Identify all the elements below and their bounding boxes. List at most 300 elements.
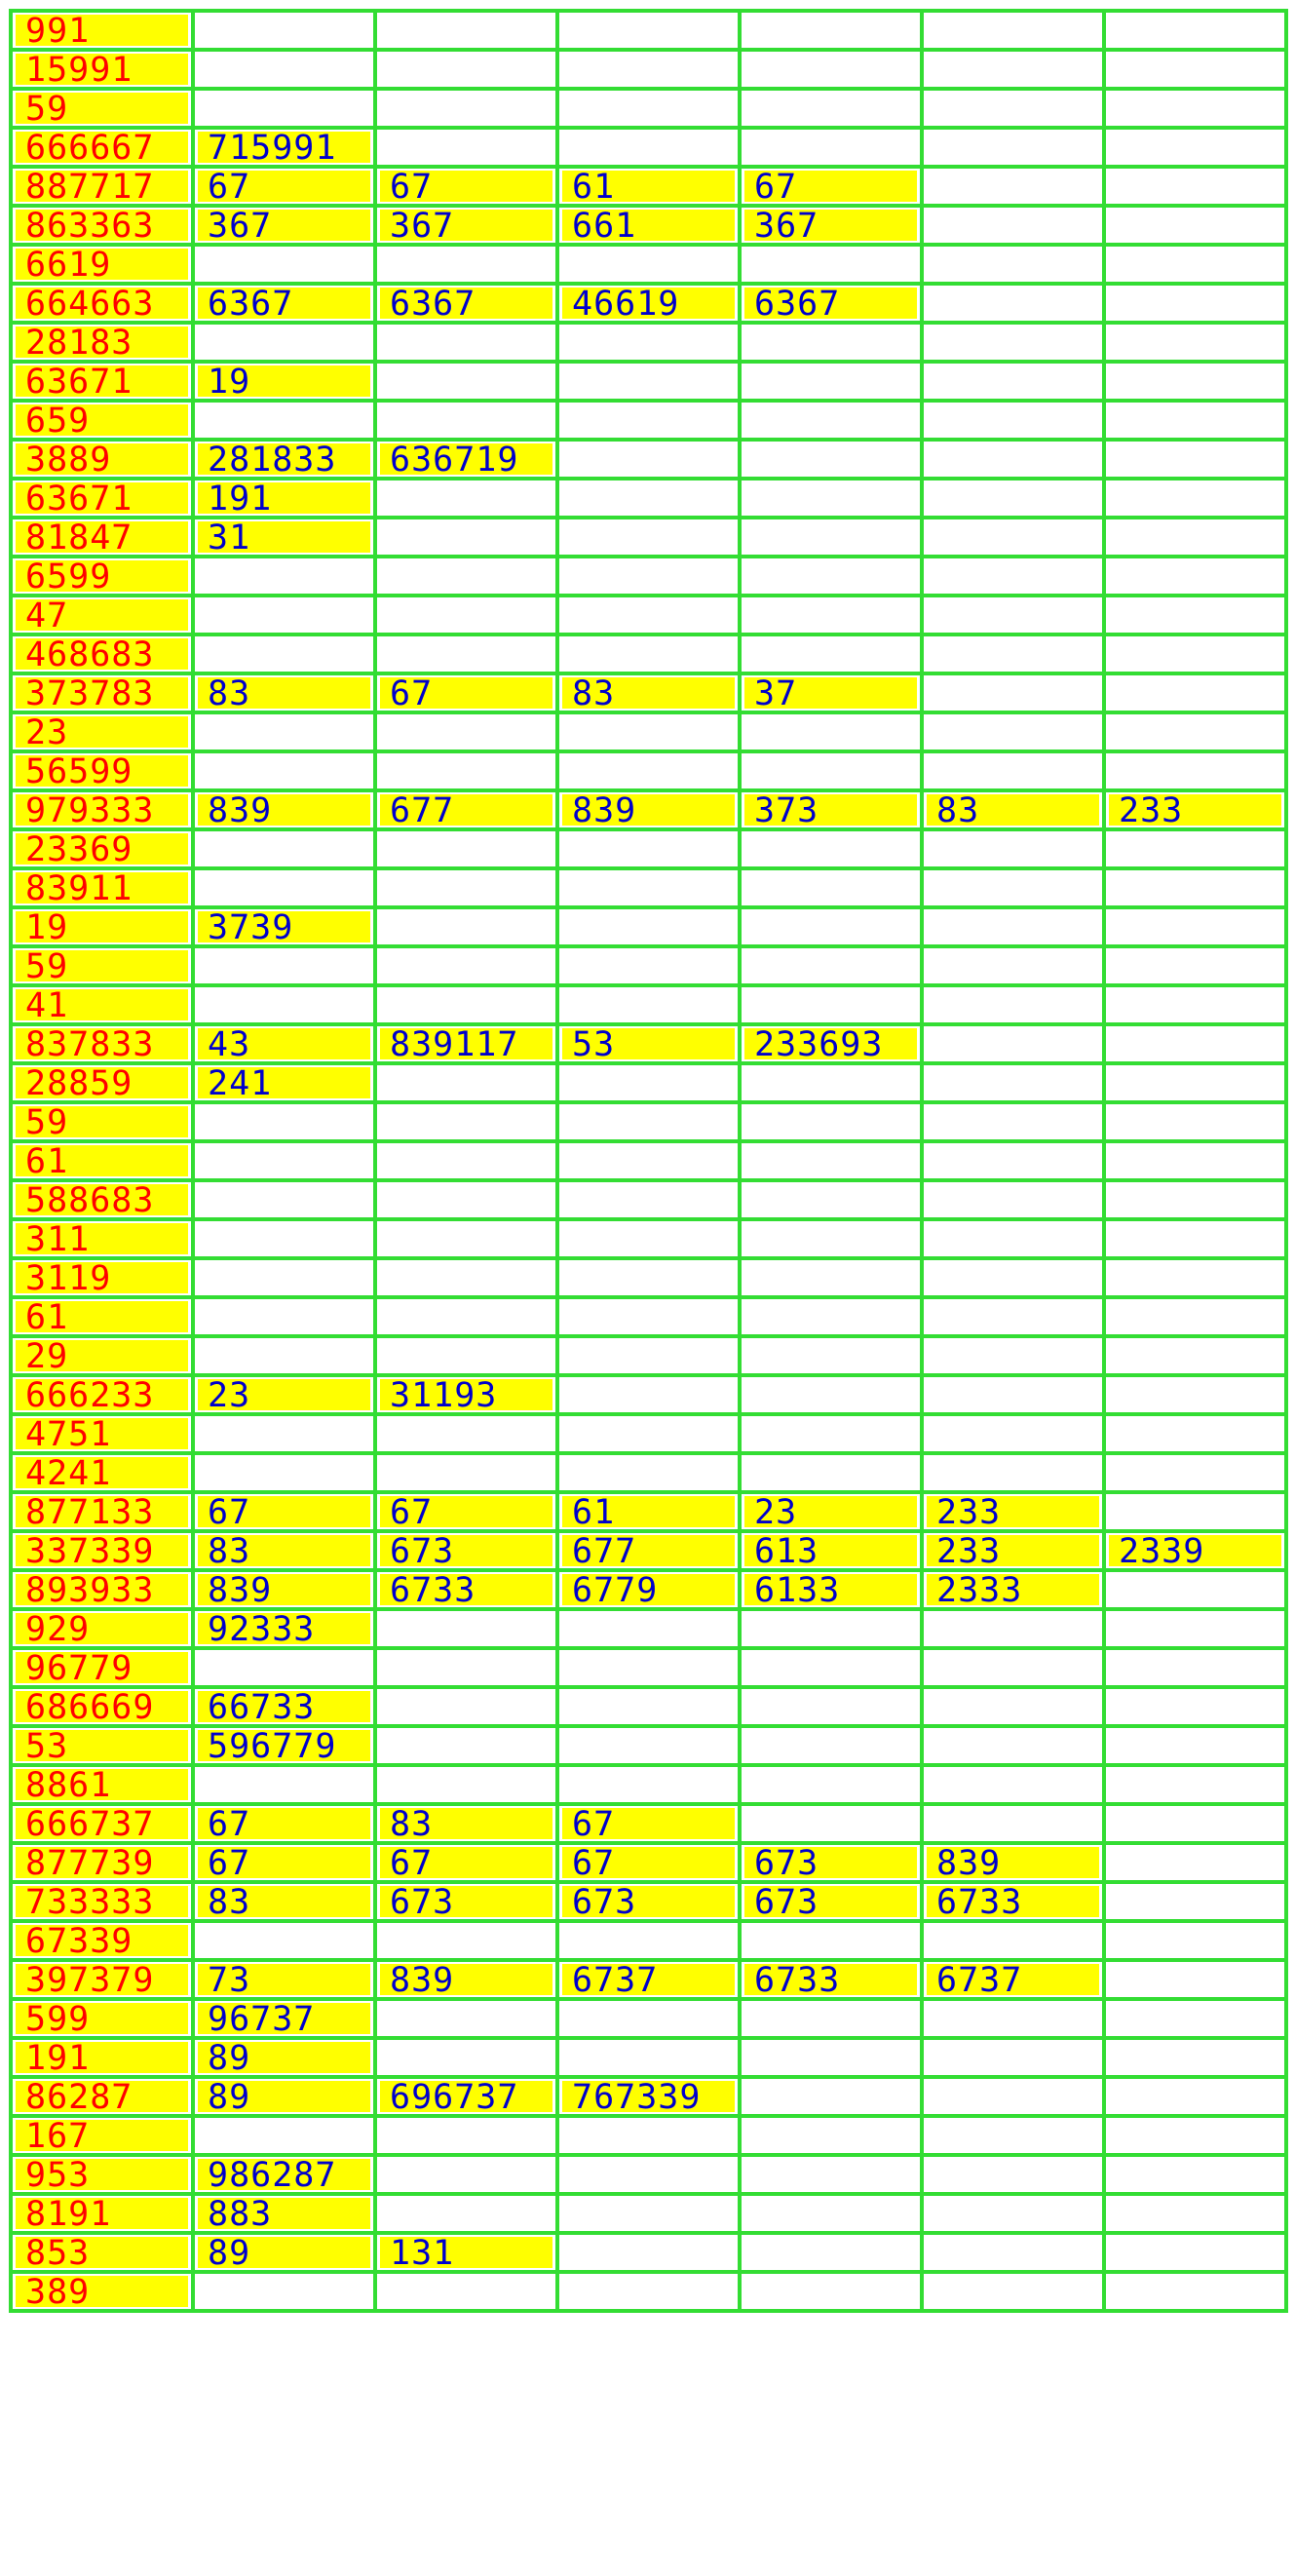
value-cell bbox=[557, 1336, 740, 1375]
value-cell bbox=[193, 1570, 375, 1609]
row-head-cell bbox=[11, 2077, 193, 2116]
value-cell bbox=[1104, 1219, 1286, 1258]
empty-slot bbox=[744, 2003, 917, 2034]
value-cell bbox=[740, 868, 922, 907]
value-cell bbox=[193, 1999, 375, 2038]
value-label: 131 bbox=[380, 2237, 552, 2268]
value-cell bbox=[1104, 634, 1286, 673]
value-cell bbox=[193, 362, 375, 401]
value-cell bbox=[1104, 712, 1286, 751]
grid-row bbox=[11, 206, 1286, 245]
empty-slot bbox=[380, 132, 552, 163]
row-head-cell bbox=[11, 2155, 193, 2194]
row-head-cell bbox=[11, 1297, 193, 1336]
row-head-cell bbox=[11, 362, 193, 401]
empty-slot bbox=[198, 2120, 370, 2151]
empty-slot bbox=[380, 2042, 552, 2073]
row-head-label: 666737 bbox=[16, 1808, 188, 1839]
value-cell bbox=[375, 868, 557, 907]
value-label: 43 bbox=[198, 1028, 370, 1059]
value-cell bbox=[193, 1882, 375, 1921]
value-cell bbox=[922, 712, 1104, 751]
value-cell bbox=[1104, 868, 1286, 907]
empty-slot bbox=[562, 638, 735, 670]
value-cell bbox=[740, 2116, 922, 2155]
value-cell bbox=[375, 284, 557, 323]
empty-slot bbox=[198, 1418, 370, 1449]
value-cell bbox=[922, 50, 1104, 89]
value-cell bbox=[557, 1687, 740, 1726]
row-head-label: 337339 bbox=[16, 1535, 188, 1566]
empty-slot bbox=[1109, 1808, 1281, 1839]
value-cell bbox=[557, 1765, 740, 1804]
empty-slot bbox=[1109, 1301, 1281, 1332]
value-cell bbox=[557, 89, 740, 128]
row-head-label: 47 bbox=[16, 599, 188, 631]
empty-slot bbox=[380, 833, 552, 865]
grid-row bbox=[11, 1921, 1286, 1960]
value-label: 241 bbox=[198, 1067, 370, 1098]
value-cell bbox=[375, 1180, 557, 1219]
value-cell bbox=[922, 985, 1104, 1024]
value-cell bbox=[375, 907, 557, 946]
empty-slot bbox=[744, 15, 917, 46]
value-cell bbox=[1104, 89, 1286, 128]
value-cell bbox=[922, 518, 1104, 557]
empty-slot bbox=[380, 1457, 552, 1488]
empty-slot bbox=[1109, 872, 1281, 904]
grid-row bbox=[11, 2038, 1286, 2077]
row-head-cell bbox=[11, 323, 193, 362]
grid-row bbox=[11, 1765, 1286, 1804]
value-cell bbox=[922, 440, 1104, 479]
value-cell bbox=[375, 2272, 557, 2311]
value-cell bbox=[740, 2272, 922, 2311]
grid-row bbox=[11, 2272, 1286, 2311]
grid-row bbox=[11, 1882, 1286, 1921]
value-label: 67 bbox=[562, 1808, 735, 1839]
value-cell bbox=[922, 751, 1104, 790]
value-cell bbox=[375, 1141, 557, 1180]
empty-slot bbox=[927, 2042, 1099, 2073]
value-label: 83 bbox=[380, 1808, 552, 1839]
value-cell bbox=[193, 1687, 375, 1726]
value-cell bbox=[1104, 362, 1286, 401]
value-cell bbox=[740, 284, 922, 323]
value-cell bbox=[1104, 751, 1286, 790]
value-cell bbox=[740, 1219, 922, 1258]
empty-slot bbox=[1109, 1691, 1281, 1722]
value-cell bbox=[193, 907, 375, 946]
empty-slot bbox=[380, 1184, 552, 1215]
empty-slot bbox=[927, 1184, 1099, 1215]
row-head-label: 953 bbox=[16, 2159, 188, 2190]
row-head-cell bbox=[11, 557, 193, 596]
empty-slot bbox=[927, 1145, 1099, 1176]
value-cell bbox=[557, 1258, 740, 1297]
empty-slot bbox=[562, 2237, 735, 2268]
empty-slot bbox=[198, 1457, 370, 1488]
empty-slot bbox=[1109, 15, 1281, 46]
value-label: 67 bbox=[380, 1847, 552, 1878]
grid-row bbox=[11, 1804, 1286, 1843]
value-label: 6737 bbox=[927, 1964, 1099, 1995]
value-cell bbox=[557, 1297, 740, 1336]
row-head-label: 8861 bbox=[16, 1769, 188, 1800]
empty-slot bbox=[562, 1379, 735, 1410]
empty-slot bbox=[1109, 54, 1281, 85]
empty-slot bbox=[380, 15, 552, 46]
empty-slot bbox=[927, 1925, 1099, 1956]
row-head-label: 15991 bbox=[16, 54, 188, 85]
value-cell bbox=[557, 1102, 740, 1141]
grid-row bbox=[11, 1141, 1286, 1180]
row-head-cell bbox=[11, 1219, 193, 1258]
value-cell bbox=[375, 1726, 557, 1765]
value-cell bbox=[922, 2077, 1104, 2116]
row-head-cell bbox=[11, 790, 193, 829]
value-cell bbox=[557, 1648, 740, 1687]
value-cell bbox=[740, 1609, 922, 1648]
value-cell bbox=[193, 829, 375, 868]
value-label: 839 bbox=[198, 1574, 370, 1605]
value-cell bbox=[740, 1531, 922, 1570]
empty-slot bbox=[1109, 1145, 1281, 1176]
value-cell bbox=[1104, 1414, 1286, 1453]
value-label: 46619 bbox=[562, 288, 735, 319]
empty-slot bbox=[744, 1106, 917, 1137]
value-label: 373 bbox=[744, 794, 917, 826]
row-head-cell bbox=[11, 1726, 193, 1765]
value-label: 715991 bbox=[198, 132, 370, 163]
value-cell bbox=[1104, 11, 1286, 50]
empty-slot bbox=[1109, 989, 1281, 1020]
empty-slot bbox=[744, 132, 917, 163]
value-cell bbox=[740, 712, 922, 751]
value-cell bbox=[922, 128, 1104, 167]
grid-row bbox=[11, 634, 1286, 673]
value-cell bbox=[740, 1726, 922, 1765]
row-head-cell bbox=[11, 1765, 193, 1804]
empty-slot bbox=[1109, 171, 1281, 202]
empty-slot bbox=[562, 521, 735, 553]
value-cell bbox=[557, 401, 740, 440]
row-head-cell bbox=[11, 673, 193, 712]
row-head-cell bbox=[11, 1141, 193, 1180]
grid-row bbox=[11, 985, 1286, 1024]
value-label: 37 bbox=[744, 677, 917, 709]
empty-slot bbox=[1109, 2159, 1281, 2190]
value-cell bbox=[193, 868, 375, 907]
value-cell bbox=[740, 1843, 922, 1882]
row-head-cell bbox=[11, 128, 193, 167]
value-cell bbox=[922, 1882, 1104, 1921]
empty-slot bbox=[1109, 365, 1281, 397]
row-head-cell bbox=[11, 1102, 193, 1141]
empty-slot bbox=[562, 443, 735, 475]
empty-slot bbox=[744, 443, 917, 475]
grid-row bbox=[11, 596, 1286, 634]
row-head-cell bbox=[11, 245, 193, 284]
value-cell bbox=[193, 751, 375, 790]
row-head-label: 59 bbox=[16, 950, 188, 981]
value-cell bbox=[193, 401, 375, 440]
value-cell bbox=[375, 11, 557, 50]
value-cell bbox=[375, 1297, 557, 1336]
empty-slot bbox=[927, 404, 1099, 436]
row-head-cell bbox=[11, 440, 193, 479]
empty-slot bbox=[744, 521, 917, 553]
empty-slot bbox=[1109, 1613, 1281, 1644]
empty-slot bbox=[562, 327, 735, 358]
value-label: 839117 bbox=[380, 1028, 552, 1059]
row-head-cell bbox=[11, 1024, 193, 1063]
empty-slot bbox=[562, 950, 735, 981]
value-label: 67 bbox=[198, 171, 370, 202]
empty-slot bbox=[927, 1262, 1099, 1293]
empty-slot bbox=[927, 1418, 1099, 1449]
row-head-label: 887717 bbox=[16, 171, 188, 202]
row-head-label: 666233 bbox=[16, 1379, 188, 1410]
row-head-cell bbox=[11, 1258, 193, 1297]
value-cell bbox=[1104, 596, 1286, 634]
empty-slot bbox=[562, 1613, 735, 1644]
value-cell bbox=[375, 2038, 557, 2077]
value-cell bbox=[1104, 1999, 1286, 2038]
empty-slot bbox=[927, 93, 1099, 124]
empty-slot bbox=[1109, 716, 1281, 748]
empty-slot bbox=[927, 2081, 1099, 2112]
row-head-cell bbox=[11, 1648, 193, 1687]
value-label: 367 bbox=[198, 210, 370, 241]
value-cell bbox=[922, 1531, 1104, 1570]
empty-slot bbox=[927, 716, 1099, 748]
empty-slot bbox=[198, 404, 370, 436]
grid-row bbox=[11, 2155, 1286, 2194]
empty-slot bbox=[744, 1301, 917, 1332]
row-head-cell bbox=[11, 284, 193, 323]
empty-slot bbox=[927, 1808, 1099, 1839]
value-cell bbox=[557, 1843, 740, 1882]
value-cell bbox=[375, 1024, 557, 1063]
empty-slot bbox=[1109, 1964, 1281, 1995]
empty-slot bbox=[744, 1457, 917, 1488]
value-cell bbox=[1104, 2194, 1286, 2233]
empty-slot bbox=[380, 2003, 552, 2034]
empty-slot bbox=[927, 560, 1099, 592]
empty-slot bbox=[380, 560, 552, 592]
value-cell bbox=[740, 518, 922, 557]
value-cell bbox=[922, 1921, 1104, 1960]
empty-slot bbox=[927, 2237, 1099, 2268]
grid-row bbox=[11, 673, 1286, 712]
value-cell bbox=[557, 985, 740, 1024]
empty-slot bbox=[198, 327, 370, 358]
value-cell bbox=[922, 2194, 1104, 2233]
value-cell bbox=[193, 50, 375, 89]
grid-row bbox=[11, 557, 1286, 596]
empty-slot bbox=[562, 365, 735, 397]
value-cell bbox=[1104, 1570, 1286, 1609]
value-label: 67 bbox=[198, 1496, 370, 1527]
value-label: 89 bbox=[198, 2237, 370, 2268]
empty-slot bbox=[1109, 1418, 1281, 1449]
row-head-cell bbox=[11, 1336, 193, 1375]
value-cell bbox=[1104, 1063, 1286, 1102]
value-cell bbox=[740, 1999, 922, 2038]
grid-row bbox=[11, 1024, 1286, 1063]
value-cell bbox=[922, 2272, 1104, 2311]
value-cell bbox=[557, 946, 740, 985]
value-cell bbox=[375, 1882, 557, 1921]
empty-slot bbox=[198, 1184, 370, 1215]
empty-slot bbox=[1109, 482, 1281, 514]
empty-slot bbox=[927, 638, 1099, 670]
value-label: 53 bbox=[562, 1028, 735, 1059]
empty-slot bbox=[927, 521, 1099, 553]
row-head-label: 29 bbox=[16, 1340, 188, 1371]
value-label: 6737 bbox=[562, 1964, 735, 1995]
row-head-label: 3119 bbox=[16, 1262, 188, 1293]
empty-slot bbox=[744, 950, 917, 981]
value-label: 83 bbox=[198, 1535, 370, 1566]
empty-slot bbox=[1109, 1379, 1281, 1410]
value-cell bbox=[375, 1687, 557, 1726]
value-cell bbox=[740, 1453, 922, 1492]
empty-slot bbox=[380, 911, 552, 942]
empty-slot bbox=[562, 872, 735, 904]
value-cell bbox=[193, 1336, 375, 1375]
row-head-label: 588683 bbox=[16, 1184, 188, 1215]
row-head-label: 23369 bbox=[16, 833, 188, 865]
empty-slot bbox=[380, 2159, 552, 2190]
empty-slot bbox=[562, 755, 735, 787]
grid-row bbox=[11, 1531, 1286, 1570]
value-cell bbox=[375, 518, 557, 557]
grid-row bbox=[11, 1180, 1286, 1219]
grid-row bbox=[11, 1609, 1286, 1648]
value-cell bbox=[1104, 1492, 1286, 1531]
row-head-cell bbox=[11, 1531, 193, 1570]
value-cell bbox=[1104, 440, 1286, 479]
value-label: 233 bbox=[1109, 794, 1281, 826]
grid-row bbox=[11, 907, 1286, 946]
value-cell bbox=[1104, 401, 1286, 440]
value-cell bbox=[1104, 1297, 1286, 1336]
empty-slot bbox=[198, 1301, 370, 1332]
value-cell bbox=[740, 1570, 922, 1609]
value-cell bbox=[740, 557, 922, 596]
empty-slot bbox=[927, 54, 1099, 85]
value-cell bbox=[740, 1024, 922, 1063]
empty-slot bbox=[744, 482, 917, 514]
value-cell bbox=[922, 89, 1104, 128]
row-head-label: 6599 bbox=[16, 560, 188, 592]
empty-slot bbox=[927, 1652, 1099, 1683]
empty-slot bbox=[562, 989, 735, 1020]
empty-slot bbox=[744, 2042, 917, 2073]
value-cell bbox=[740, 946, 922, 985]
value-cell bbox=[1104, 128, 1286, 167]
empty-slot bbox=[562, 482, 735, 514]
empty-slot bbox=[927, 911, 1099, 942]
value-cell bbox=[193, 1609, 375, 1648]
value-label: 67 bbox=[380, 677, 552, 709]
row-head-label: 373783 bbox=[16, 677, 188, 709]
value-cell bbox=[557, 907, 740, 946]
value-cell bbox=[193, 673, 375, 712]
empty-slot bbox=[562, 1925, 735, 1956]
value-cell bbox=[922, 1180, 1104, 1219]
row-head-label: 733333 bbox=[16, 1886, 188, 1917]
grid-row bbox=[11, 401, 1286, 440]
row-head-cell bbox=[11, 2038, 193, 2077]
empty-slot bbox=[562, 1457, 735, 1488]
value-cell bbox=[1104, 284, 1286, 323]
value-cell bbox=[193, 1258, 375, 1297]
value-label: 96737 bbox=[198, 2003, 370, 2034]
value-cell bbox=[1104, 1882, 1286, 1921]
value-label: 23 bbox=[744, 1496, 917, 1527]
row-head-label: 311 bbox=[16, 1223, 188, 1254]
value-cell bbox=[557, 868, 740, 907]
value-label: 2333 bbox=[927, 1574, 1099, 1605]
empty-slot bbox=[380, 365, 552, 397]
empty-slot bbox=[927, 443, 1099, 475]
empty-slot bbox=[562, 1418, 735, 1449]
value-cell bbox=[193, 2272, 375, 2311]
value-label: 67 bbox=[198, 1808, 370, 1839]
empty-slot bbox=[562, 1730, 735, 1761]
row-head-label: 4751 bbox=[16, 1418, 188, 1449]
value-cell bbox=[922, 868, 1104, 907]
value-cell bbox=[375, 1570, 557, 1609]
empty-slot bbox=[927, 833, 1099, 865]
empty-slot bbox=[1109, 1184, 1281, 1215]
empty-slot bbox=[744, 560, 917, 592]
value-cell bbox=[375, 1960, 557, 1999]
value-label: 73 bbox=[198, 1964, 370, 1995]
empty-slot bbox=[927, 171, 1099, 202]
value-label: 19 bbox=[198, 365, 370, 397]
empty-slot bbox=[198, 1106, 370, 1137]
value-cell bbox=[1104, 1648, 1286, 1687]
empty-slot bbox=[927, 989, 1099, 1020]
value-cell bbox=[557, 206, 740, 245]
empty-slot bbox=[198, 93, 370, 124]
empty-slot bbox=[562, 2198, 735, 2229]
value-cell bbox=[375, 1453, 557, 1492]
value-cell bbox=[740, 89, 922, 128]
empty-slot bbox=[562, 54, 735, 85]
value-cell bbox=[922, 946, 1104, 985]
value-cell bbox=[922, 401, 1104, 440]
value-cell bbox=[922, 1648, 1104, 1687]
empty-slot bbox=[1109, 1652, 1281, 1683]
grid-row bbox=[11, 128, 1286, 167]
value-label: 883 bbox=[198, 2198, 370, 2229]
row-head-label: 929 bbox=[16, 1613, 188, 1644]
empty-slot bbox=[562, 716, 735, 748]
value-cell bbox=[922, 790, 1104, 829]
value-label: 6367 bbox=[744, 288, 917, 319]
value-cell bbox=[557, 596, 740, 634]
value-cell bbox=[557, 50, 740, 89]
value-cell bbox=[922, 1492, 1104, 1531]
value-cell bbox=[193, 1843, 375, 1882]
grid-row bbox=[11, 946, 1286, 985]
empty-slot bbox=[562, 1769, 735, 1800]
